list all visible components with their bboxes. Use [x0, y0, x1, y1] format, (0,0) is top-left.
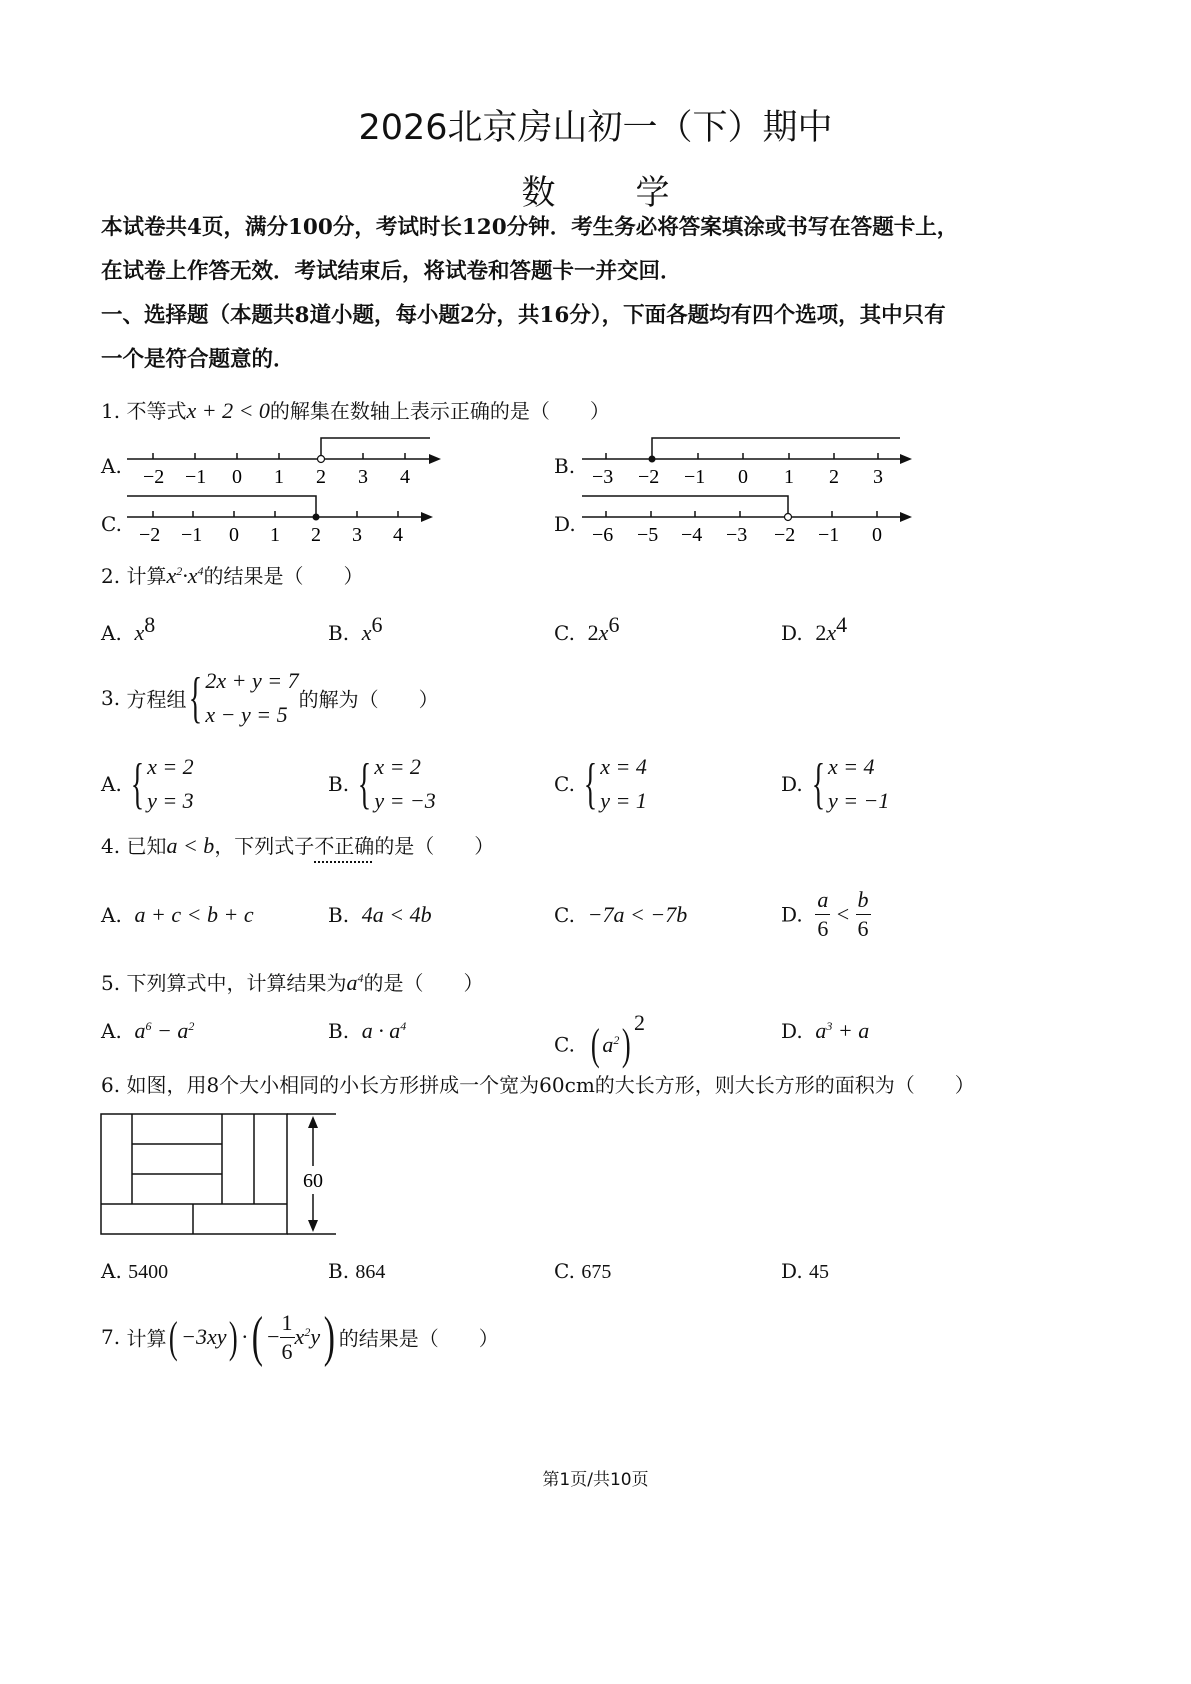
tick-label: 0 [872, 524, 882, 546]
subject-char-1: 数 [521, 173, 556, 213]
question-7: 7. 计算( −3xy) ·( − $\frac{1}{6}$ $x^2y$) 的结果是（ ） [101, 1306, 499, 1368]
instructions-line-2: 在试卷上作答无效．考试结束后，将试卷和答题卡一并交回． [101, 259, 682, 284]
number-line-d [580, 490, 920, 550]
q6-option-a: A. 5400 [101, 1259, 169, 1283]
section-heading-line-1: 一、选择题（本题共8道小题，每小题2分，共16分），下面各题均有四个选项，其中只有 [101, 303, 946, 328]
q4-option-a: A. a + c < b + c [101, 902, 254, 927]
page-title: 2026北京房山初一（下）期中 [358, 108, 833, 148]
tick-label: 1 [784, 466, 794, 488]
tick-label: 0 [229, 524, 239, 546]
tick-label: 3 [352, 524, 362, 546]
question-4 [101, 830, 494, 859]
tick-label: 0 [738, 466, 748, 488]
tick-label: 2 [829, 466, 839, 488]
question-text: 下列算式中，计算结果为 [126, 971, 347, 995]
subject-title [0, 165, 1191, 214]
question-number: 1. [101, 399, 121, 423]
q3-option-b: B. { x = 2 y = −3 [328, 753, 436, 815]
q6-option-c: C. 675 [554, 1259, 612, 1283]
emphasis-text: 不正确 [314, 834, 375, 858]
q1-option-b-label: B. [554, 454, 576, 478]
question-2 [101, 560, 363, 589]
question-5 [101, 967, 483, 996]
math-expression: $x^2\cdot x^4$ [166, 563, 204, 588]
q6-option-b: B. 864 [328, 1259, 386, 1283]
question-text: 不等式 [126, 399, 187, 423]
question-6 [101, 1069, 975, 1098]
question-text: ，下列式子 [214, 834, 315, 858]
q1-option-c-label: C. [101, 512, 122, 536]
question-number: 5. [101, 971, 121, 995]
number-line-b [580, 432, 920, 492]
question-number: 2. [101, 564, 121, 588]
q5-option-c: C. ( $a^2$) $^2$ [554, 1010, 645, 1069]
tick-label: −1 [185, 466, 207, 488]
q4-option-d: D. $\frac{a}{6}$ < $\frac{b}{6}$ [781, 887, 869, 941]
tick-label: −2 [143, 466, 165, 488]
tick-label: 1 [274, 466, 284, 488]
question-text: 的结果是（ ） [203, 564, 364, 588]
tick-label: 2 [316, 466, 326, 488]
math-expression: $a^4$ [346, 970, 364, 995]
tick-label: −3 [726, 524, 748, 546]
question-text: 计算 [126, 564, 167, 588]
q6-option-d: D. 45 [781, 1259, 830, 1283]
page-number: 第1页/共10页 [542, 1470, 649, 1490]
tick-label: 1 [270, 524, 280, 546]
q5-option-b: B. $a \cdot a^4$ [328, 1018, 407, 1043]
q5-option-d: D. $a^3 + a$ [781, 1018, 870, 1043]
tick-label: −2 [774, 524, 796, 546]
question-text: 的解集在数轴上表示正确的是（ ） [269, 399, 610, 423]
tick-label: −1 [818, 524, 840, 546]
q3-option-d: D. { x = 4 y = −1 [781, 753, 890, 815]
tick-label: 3 [873, 466, 883, 488]
math-expression: x + 2 < 0 [186, 398, 270, 423]
q2-option-d: D. $2x^4$ [781, 612, 848, 645]
section-heading-line-2: 一个是符合题意的． [101, 347, 295, 372]
question-number: 6. [101, 1073, 121, 1097]
question-text: 的解为（ ） [298, 687, 439, 712]
question-3 [101, 664, 439, 732]
q5-option-a: A. $a^6 - a^2$ [101, 1018, 195, 1043]
q2-option-b: B. $x^6$ [328, 612, 383, 645]
instructions-line-1: 本试卷共4页，满分100分，考试时长120分钟．考生务必将答案填涂或书写在答题卡上， [101, 215, 959, 240]
question-text: 计算 [126, 1326, 167, 1351]
question-number: 4. [101, 834, 121, 858]
q4-option-c: C. −7a < −7b [554, 902, 688, 927]
q3-option-a: A. { x = 2 y = 3 [101, 753, 194, 815]
q3-option-c: C. { x = 4 y = 1 [554, 753, 647, 815]
math-expression: a < b [166, 833, 215, 858]
question-text: 已知 [126, 834, 167, 858]
tick-label: 2 [311, 524, 321, 546]
number-line-a [125, 432, 445, 492]
dimension-label: 60 [303, 1170, 323, 1192]
rectangle-figure [100, 1110, 340, 1240]
q2-option-c: C. $2x^6$ [554, 612, 620, 645]
question-text: 的是（ ） [363, 971, 484, 995]
equation-system: { 2x + y = 7 x − y = 5 [189, 667, 299, 729]
tick-label: −4 [681, 524, 703, 546]
tick-label: −6 [592, 524, 614, 546]
tick-label: −5 [637, 524, 659, 546]
question-text: 的结果是（ ） [338, 1326, 499, 1351]
q1-option-a-label: A. [101, 454, 122, 478]
q2-option-a: A. $x^8$ [101, 612, 156, 645]
tick-label: 4 [393, 524, 403, 546]
tick-label: −3 [592, 466, 614, 488]
subject-char-2: 学 [635, 173, 670, 213]
question-text: 如图，用8个大小相同的小长方形拼成一个宽为60cm的大长方形，则大长方形的面积为（ ） [126, 1073, 975, 1097]
question-number: 3. [101, 686, 121, 710]
tick-label: 4 [400, 466, 410, 488]
tick-label: 0 [232, 466, 242, 488]
tick-label: −1 [181, 524, 203, 546]
q1-option-d-label: D. [554, 512, 576, 536]
tick-label: 3 [358, 466, 368, 488]
tick-label: −1 [684, 466, 706, 488]
question-1 [101, 395, 610, 424]
question-number: 7. [101, 1325, 121, 1349]
q4-option-b: B. 4a < 4b [328, 902, 432, 927]
question-text: 的是（ ） [374, 834, 495, 858]
tick-label: −2 [638, 466, 660, 488]
question-text: 方程组 [126, 687, 187, 712]
tick-label: −2 [139, 524, 161, 546]
number-line-c [125, 490, 445, 550]
